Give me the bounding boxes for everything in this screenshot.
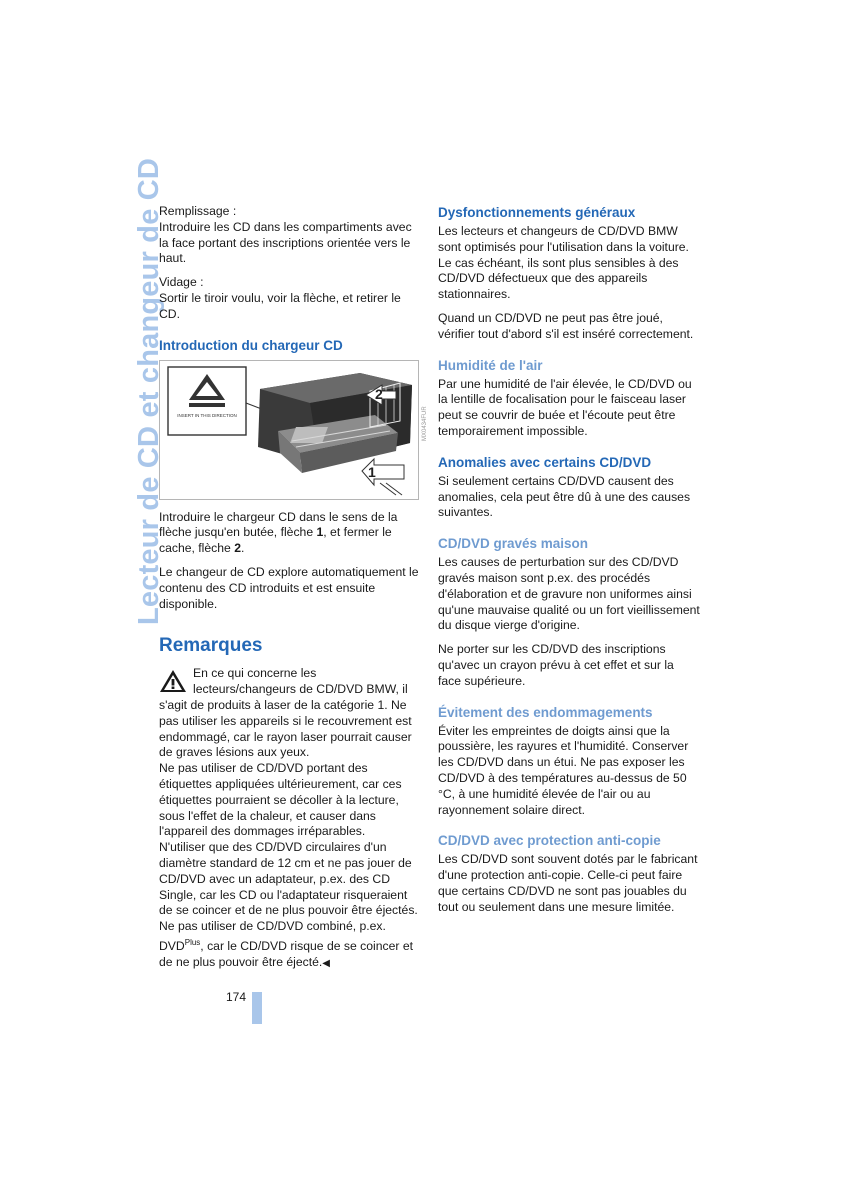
cd-magazine-illustration	[160, 361, 418, 499]
arrow-ref-2: 2	[234, 541, 241, 556]
warning-text-4a: Ne pas utiliser de CD/DVD combiné, p.ex. DVD	[159, 919, 386, 953]
emptying-text: Sortir le tiroir voulu, voir la flèche, et retirer le CD.	[159, 290, 401, 321]
copy-protection-text: Les CD/DVD sont souvent dotés par le fabricant d'une protection anti-copie. Celle-ci peut faire que certains CD/DVD ne sont pas jouables du tout ou seulement dans une mesure limitée.	[438, 852, 698, 914]
burned-cds-text: Les causes de perturbation sur des CD/DVD gravés maison sont p.ex. des procédés d'élaboration et de gravure non uniformes ainsi qu'une mauvaise qualité ou un fort vieillissement du disque vierge d'origine.	[438, 555, 700, 633]
general-malfunctions-text: Les lecteurs et changeurs de CD/DVD BMW sont optimisés pour l'utilisation dans la voiture. Le cas échéant, ils sont plus sensibles à des CD/DVD défectueux que des appareils stationnaires.	[438, 224, 689, 302]
intro-text-a: Introduire le chargeur CD dans le sens de la flèche jusqu'en butée, flèche	[159, 509, 398, 540]
left-column	[159, 204, 428, 980]
anomalies-text: Si seulement certains CD/DVD causent des anomalies, cela peut être dû à une des causes suivantes.	[438, 473, 691, 520]
warning-triangle-icon	[159, 669, 187, 693]
chapter-side-title	[104, 157, 165, 625]
arrow-1-label: 1	[368, 463, 376, 480]
warning-text-4b: , car le CD/DVD risque de se coincer et de ne plus pouvoir être éjecté.	[159, 938, 413, 969]
page-marker-bar	[252, 992, 262, 1024]
filling-text: Introduire les CD dans les compartiments avec la face portant des inscriptions orientée vers le haut.	[159, 219, 412, 266]
arrow-ref-1: 1	[316, 525, 324, 540]
figure-code: MX0434FUR	[422, 405, 428, 441]
intro-instruction	[159, 510, 421, 557]
warning-text-1: En ce qui concerne les lecteurs/changeurs de CD/DVD BMW, il s'agit de produits à laser de la catégorie 1. Ne pas utiliser les appareils si le recouvrement est endommagé, car le rayon laser pourrait causer de graves lésions aux yeux.	[159, 666, 412, 760]
arrow-2-label: 2	[375, 385, 383, 402]
warning-block	[159, 666, 421, 971]
filling-paragraph	[159, 204, 421, 267]
warning-text-2: Ne pas utiliser de CD/DVD portant des étiquettes appliquées ultérieurement, car ces étiquettes pourraient se décoller à la lecture, sous l'effet de la chaleur, et causer dans l'appareil des dommages irréparables.	[159, 761, 402, 839]
plus-superscript: Plus	[184, 937, 201, 947]
right-column	[438, 204, 700, 924]
page-number: 174	[226, 990, 247, 1004]
warning-text-3: N'utiliser que des CD/DVD circulaires d'un diamètre standard de 12 cm et ne pas jouer de CD/DVD avec un adaptateur, p.ex. des CD Single, car les CD ou l'adaptateur risqueraient de se coincer et de ne plus pouvoir être éjectés.	[159, 840, 418, 918]
emptying-paragraph	[159, 275, 421, 322]
emptying-label: Vidage :	[159, 275, 204, 290]
general-malfunctions-heading: Dysfonctionnements généraux	[438, 205, 636, 220]
copy-protection-heading: CD/DVD avec protection anti-copie	[438, 833, 661, 849]
burned-cds-heading: CD/DVD gravés maison	[438, 536, 589, 552]
cd-magazine-figure	[159, 360, 428, 500]
intro-text-b: , et fermer le cache, flèche	[159, 525, 392, 556]
warning-text-4	[159, 919, 421, 971]
labeling-text: Ne porter sur les CD/DVD des inscriptions qu'avec un crayon prévu à cet effet et sur la face supérieure.	[438, 642, 674, 688]
check-insertion-text: Quand un CD/DVD ne peut pas être joué, vérifier tout d'abord s'il est inséré correctement.	[438, 310, 694, 341]
anomalies-heading: Anomalies avec certains CD/DVD	[438, 454, 652, 470]
remarques-heading: Remarques	[159, 635, 263, 657]
humidity-heading: Humidité de l'air	[438, 357, 543, 373]
damage-avoidance-heading: Évitement des endommagements	[438, 704, 653, 720]
insert-label-text: INSERT IN THIS DIRECTION	[177, 412, 237, 418]
intro-text-c: .	[240, 541, 245, 556]
explore-paragraph: Le changeur de CD explore automatiquement le contenu des CD introduits et est ensuite disponible.	[159, 564, 419, 611]
intro-heading: Introduction du chargeur CD	[159, 337, 343, 353]
chapter-side-title-text: Lecteur de CD et changeur de CD	[133, 157, 165, 625]
damage-avoidance-text: Éviter les empreintes de doigts ainsi que la poussière, les rayures et l'humidité. Conserver les CD/DVD dans un étui. Ne pas exposer les CD/DVD à des températures au-dessus de 50 °C, à une humidité élevée de l'air ou au rayonnement solaire direct.	[438, 723, 689, 817]
end-of-section-icon: ◀	[322, 957, 330, 969]
filling-label: Remplissage :	[159, 204, 237, 218]
humidity-text: Par une humidité de l'air élevée, le CD/DVD ou la lentille de focalisation pour le faisceau laser peut se couvrir de buée et l'écoute peut être temporairement impossible.	[438, 376, 692, 438]
